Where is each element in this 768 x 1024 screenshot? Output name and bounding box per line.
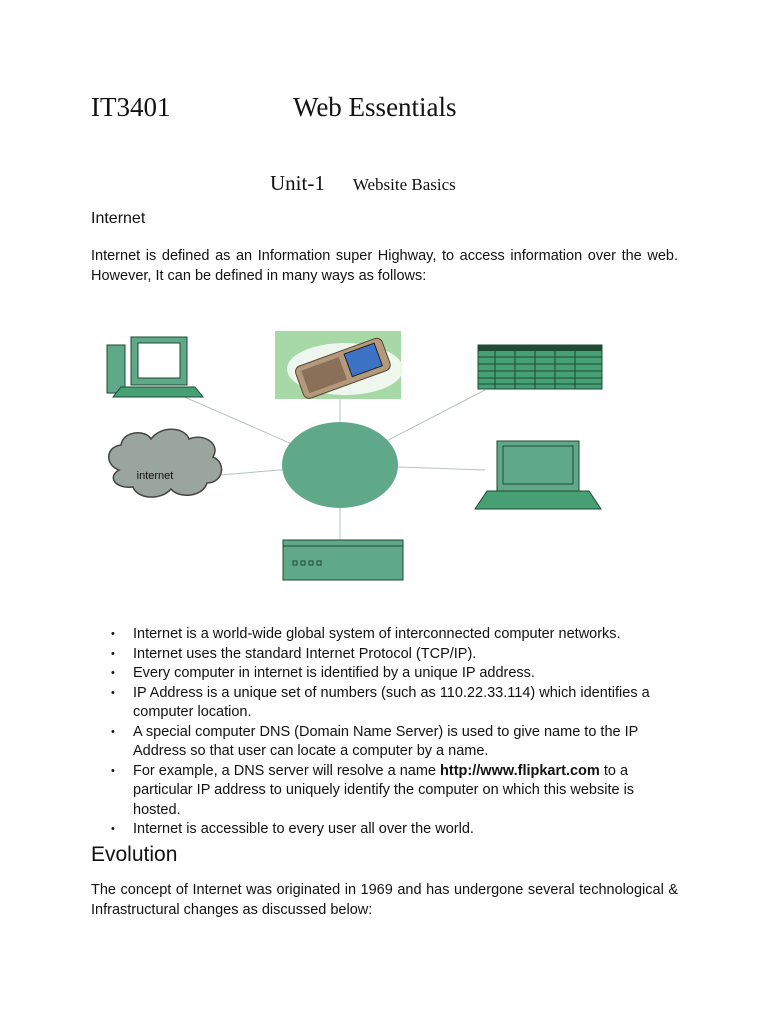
example-url: http://www.flipkart.com xyxy=(440,762,600,779)
course-code: IT3401 xyxy=(91,92,171,122)
list-item: • Internet is accessible to every user all over the world. xyxy=(108,820,680,840)
network-server-box-icon xyxy=(283,540,403,580)
bullet-marker: • xyxy=(111,628,115,640)
list-item: • Every computer in internet is identified by a unique IP address. xyxy=(108,664,680,684)
unit-number: Unit-1 xyxy=(270,171,325,195)
internet-hub xyxy=(282,422,398,508)
laptop-icon xyxy=(475,441,601,509)
mobile-phone-photo xyxy=(275,331,403,400)
course-title: Web Essentials xyxy=(293,92,457,122)
bullet-marker: • xyxy=(111,647,115,660)
bullet-marker: • xyxy=(111,725,115,738)
internet-intro-paragraph: Internet is defined as an Information super Highway, to access information over the web. However, It can be defined in many ways as follows: xyxy=(91,248,678,284)
bullet-marker: • xyxy=(111,823,115,835)
bullet-marker: • xyxy=(111,764,115,777)
unit-heading xyxy=(270,170,456,197)
unit-title: Website Basics xyxy=(352,175,456,194)
list-item: • A special computer DNS (Domain Name Server) is used to give name to the IP Address so that user can locate a computer by a name. xyxy=(111,723,639,759)
bullet-marker: • xyxy=(111,667,115,679)
bullet-marker: • xyxy=(111,686,115,699)
firewall-icon xyxy=(478,345,602,389)
cloud-label: internet xyxy=(136,470,174,482)
list-item: • Internet is a world-wide global system of interconnected computer networks. xyxy=(108,625,680,645)
desktop-computer-icon xyxy=(107,337,203,397)
internet-heading: Internet xyxy=(91,210,146,227)
internet-facts-list xyxy=(108,625,680,840)
evolution-heading: Evolution xyxy=(91,843,178,866)
list-item: • Internet uses the standard Internet Protocol (TCP/IP). xyxy=(108,645,680,665)
list-item: • IP Address is a unique set of numbers (such as 110.22.33.114) which identifies a computer location. xyxy=(111,684,650,720)
internet-network-diagram xyxy=(95,325,615,590)
list-item: • For example, a DNS server will resolve a name http://www.flipkart.com to a particular IP address to uniquely identify the computer on which this website is hosted. xyxy=(111,762,635,818)
evolution-intro-paragraph: The concept of Internet was originated in 1969 and has undergone several technological & Infrastructural changes as discussed below: xyxy=(91,882,678,918)
internet-cloud-icon xyxy=(109,429,222,497)
